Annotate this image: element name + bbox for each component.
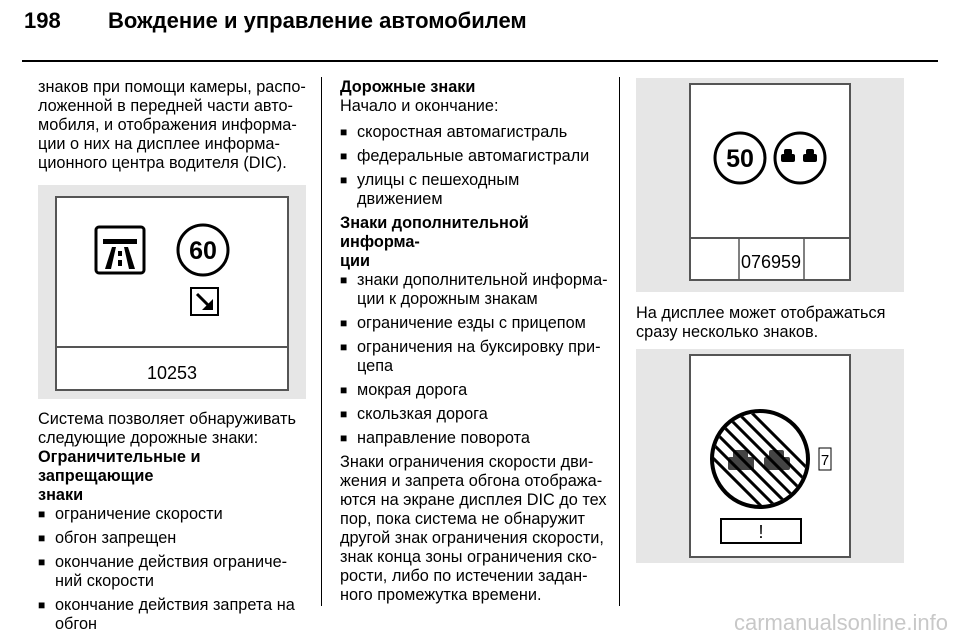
figure-number: 10253 (146, 363, 198, 383)
restriction-signs-list (38, 505, 306, 634)
list-item: ■ улицы с пешеходным движением (340, 171, 608, 209)
list-item: ■ окончание действия ограниче- ний скорости (38, 553, 306, 591)
page-number: 198 (24, 8, 61, 33)
column-divider (321, 77, 322, 606)
column-2 (340, 78, 608, 605)
list-item: ■ ограничение езды с прицепом (340, 314, 608, 333)
speed-limit-sign-icon (178, 225, 228, 275)
column-3 (636, 78, 904, 563)
column-divider (619, 77, 620, 606)
footer-watermark: carmanualsonline.info (733, 610, 948, 635)
no-overtaking-sign-icon (775, 133, 825, 183)
page-title: Вождение и управление автомобилем (108, 8, 527, 33)
section-heading: Знаки дополнительной информа- ции (340, 214, 529, 270)
list-item: ■ окончание действия запрета на обгон (38, 596, 306, 634)
list-item: ■ федеральные автомагистрали (340, 147, 608, 166)
body-paragraph: Знаки ограничения скорости дви- жения и запрета обгона отобража- ются на экране дисплея DIC до тех пор, пока система не обнаружит другой знак ограничения скорости, знак конца зоны ограничения ско- рости, либо по истечении задан- ного промежутка времени. (340, 453, 607, 604)
column-1 (38, 78, 306, 639)
speed-limit-value: 50 (726, 145, 754, 173)
additional-info-signs-list (340, 271, 608, 448)
info-box-label: ! (758, 522, 764, 542)
list-item: ■ знаки дополнительной информа- ции к дорожным знакам (340, 271, 608, 309)
list-item: ■ мокрая дорога (340, 381, 608, 400)
arrow-down-right-icon (191, 288, 218, 315)
list-item: ■ направление поворота (340, 429, 608, 448)
dic-display-frame (690, 84, 850, 280)
road-signs-list (340, 123, 608, 209)
speed-limit-value: 60 (189, 237, 217, 265)
subheading: Начало и окончание: (340, 97, 499, 115)
list-item: ■ скоростная автомагистраль (340, 123, 608, 142)
page-header (24, 8, 527, 34)
header-rule (22, 60, 938, 62)
figure-end-no-overtaking (636, 349, 904, 563)
section-heading: Дорожные знаки (340, 78, 476, 96)
side-mark: 7 (820, 452, 830, 469)
figure-speed-and-no-overtaking (636, 78, 904, 292)
figure-motorway-speed-sign (38, 185, 306, 399)
dic-display-frame (56, 197, 288, 390)
motorway-sign-icon (96, 227, 144, 273)
list-item: ■ скользкая дорога (340, 405, 608, 424)
intro-paragraph: знаков при помощи камеры, распо- ложенной в передней части авто- мобиля, и отображения информа- ции о них на дисплее информа- ционного центра водителя (DIC). (38, 78, 306, 172)
figure-number: 076959 (740, 252, 802, 272)
caption-paragraph: На дисплее может отображаться сразу несколько знаков. (636, 304, 886, 341)
section-heading: Ограничительные и запрещающие знаки (38, 448, 201, 504)
list-item: ■ обгон запрещен (38, 529, 306, 548)
body-paragraph: Система позволяет обнаруживать следующие дорожные знаки: (38, 410, 296, 447)
list-item: ■ ограничение скорости (38, 505, 306, 524)
speed-limit-sign-icon (715, 133, 765, 183)
list-item: ■ ограничения на буксировку при- цепа (340, 338, 608, 376)
